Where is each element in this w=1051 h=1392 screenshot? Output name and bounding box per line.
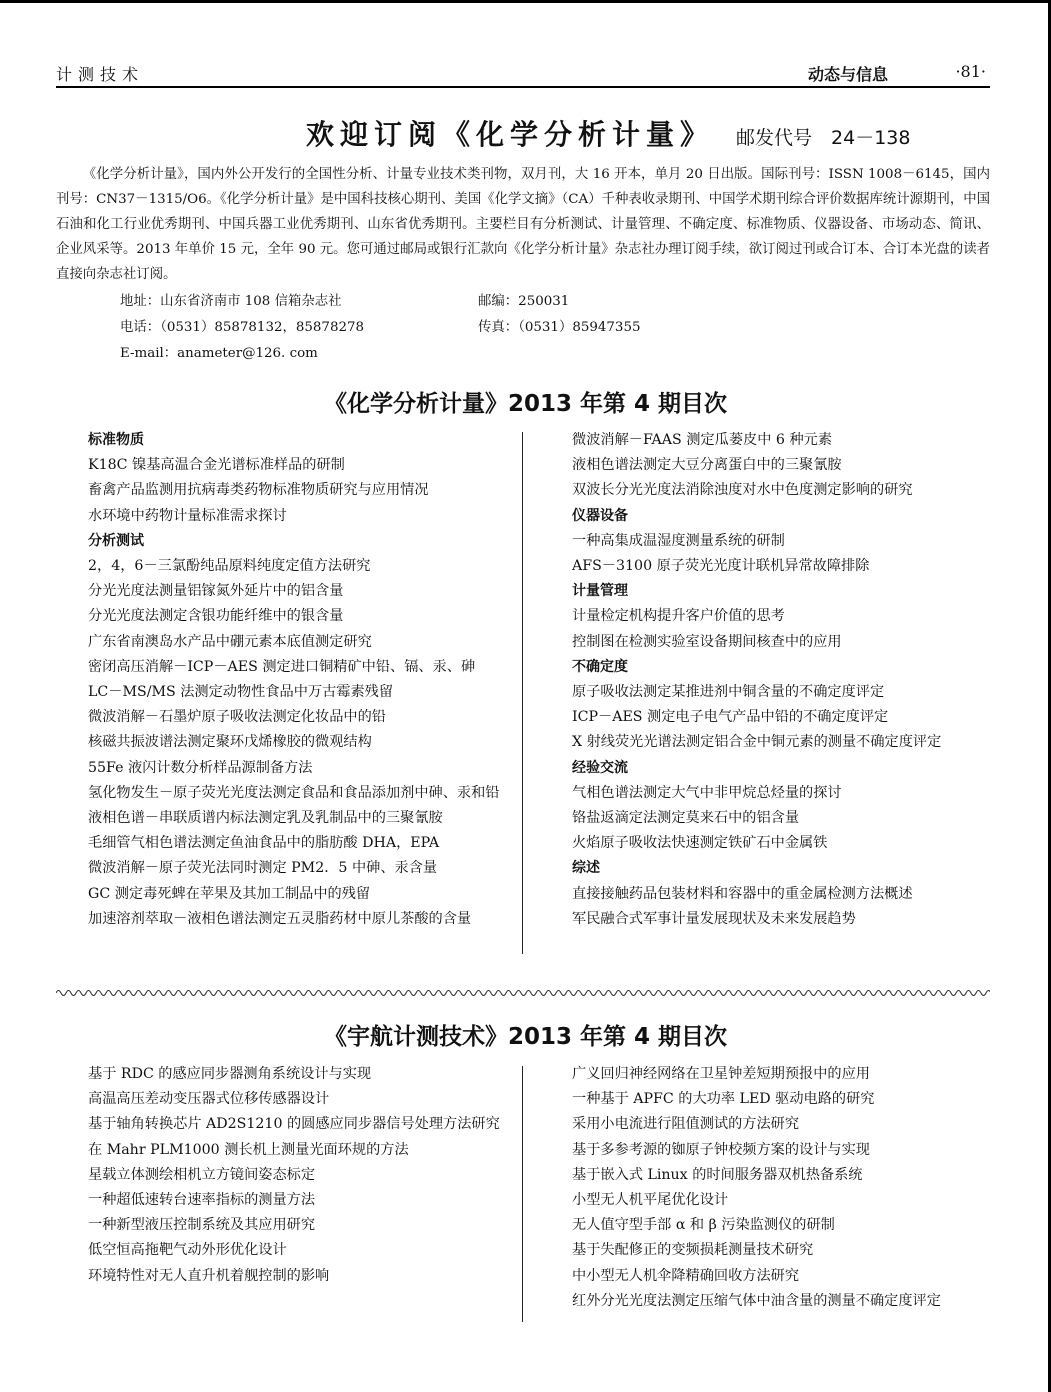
toc-entry: 低空恒高拖靶气动外形优化设计 [88,1242,287,1259]
section-name: 动态与信息 [808,65,889,84]
toc-section-heading: 标准物质 [88,432,144,448]
toc-entry: 铬盐返滴定法测定莫来石中的铝含量 [572,810,800,827]
toc-entry: 微波消解－原子荧光法同时测定 PM2．5 中砷、汞含量 [88,860,438,877]
toc-section-heading: 计量管理 [572,583,628,600]
toc-entry: K18C 镍基高温合金光谱标准样品的研制 [88,457,345,474]
toc-entry: 环境特性对无人直升机着舰控制的影响 [88,1267,330,1284]
toc1-left-column [88,428,508,932]
toc1-right-column [572,428,990,932]
toc-entry: 军民融合式军事计量发展现状及未来发展趋势 [572,910,856,927]
toc-entry: 加速溶剂萃取－液相色谱法测定五灵脂药材中原儿茶酸的含量 [88,910,472,927]
toc2-divider [522,1066,523,1322]
journal-name: 计测技术 [56,65,145,84]
contact-phone: 电话：（0531）85878132，85878278 [120,320,365,335]
page-number: ·81· [955,62,986,81]
toc-entry: 星载立体测绘相机立方镜间姿态标定 [88,1166,316,1183]
subscription-heading [306,113,910,153]
contact-zipcode: 邮编：250031 [478,294,570,309]
toc-entry: 在 Mahr PLM1000 测长机上测量光面环规的方法 [88,1141,409,1158]
toc-section-heading: 不确定度 [572,658,628,675]
toc-entry: 液相色谱－串联质谱内标法测定乳及乳制品中的三聚氰胺 [88,810,443,827]
toc-entry: 双波长分光光度法消除浊度对水中色度测定影响的研究 [572,482,913,499]
toc-entry: 火焰原子吸收法快速测定铁矿石中金属铁 [572,835,828,852]
toc-entry: 密闭高压消解－ICP－AES 测定进口铜精矿中铅、镉、汞、砷 [88,658,476,675]
toc-entry: 微波消解－石墨炉原子吸收法测定化妆品中的铅 [88,709,386,726]
toc-entry: 中小型无人机伞降精确回收方法研究 [572,1267,800,1284]
toc-entry: 原子吸收法测定某推进剂中铜含量的不确定度评定 [572,684,885,701]
toc-entry: 无人值守型手部 α 和 β 污染监测仪的研制 [572,1217,835,1234]
toc-entry: 一种新型液压控制系统及其应用研究 [88,1217,316,1234]
toc-entry: 55Fe 液闪计数分析样品源制备方法 [88,759,313,776]
toc1-divider [522,432,523,954]
subscription-title: 欢迎订阅《化学分析计量》 [306,118,715,151]
running-header [56,60,990,88]
toc-entry: 畜禽产品监测用抗病毒类药物标准物质研究与应用情况 [88,482,429,499]
toc-entry: GC 测定毒死蜱在苹果及其加工制品中的残留 [88,885,371,902]
toc-entry: AFS－3100 原子荧光光度计联机异常故障排除 [572,558,870,575]
toc-entry: 直接接触药品包装材料和容器中的重金属检测方法概述 [572,885,913,902]
toc-entry: LC－MS/MS 法测定动物性食品中万古霉素残留 [88,684,394,701]
toc2-title: 《宇航计测技术》2013 年第 4 期目次 [323,1024,728,1050]
toc-entry: 小型无人机平尾优化设计 [572,1192,729,1209]
toc-entry: 红外分光光度法测定压缩气体中油含量的测量不确定度评定 [572,1292,941,1309]
toc-entry: 微波消解－FAAS 测定瓜蒌皮中 6 种元素 [572,432,833,448]
subscription-intro: 《化学分析计量》，国内外公开发行的全国性分析、计量专业技术类刊物，双月刊，大 16 开本，单月 20 日出版。国际刊号：ISSN 1008－6145，国内刊号：CN37－1315/O6。《化学分析计量》是中国科技核心期刊、美国《化学文摘》（CA）千种表收录期刊、中国学术期刊综合评价数据库统计源期刊，中国石油和化工行业优秀期刊、中国兵器工业优秀期刊、山东省优秀期刊。主要栏目有分析测试、计量管理、不确定度、标准物质、仪器设备、市场动态、简讯、企业风采等。2013 年单价 15 元，全年 90 元。您可通过邮局或银行汇款向《化学分析计量》杂志社办理订阅手续，欲订阅过刊或合订本、合订本光盘的读者直接向杂志社订阅。 [56,167,990,282]
toc-entry: 分光光度法测量铝镓氮外延片中的铝含量 [88,583,344,600]
toc-section-heading: 仪器设备 [572,507,628,524]
toc-entry: 高温高压差动变压器式位移传感器设计 [88,1091,330,1108]
toc-entry: 基于失配修正的变频损耗测量技术研究 [572,1242,814,1259]
postal-code: 邮发代号 24－138 [736,127,911,149]
toc-entry: 一种基于 APFC 的大功率 LED 驱动电路的研究 [572,1091,875,1108]
toc-section-heading: 经验交流 [572,759,628,776]
toc-entry: 毛细管气相色谱法测定鱼油食品中的脂肪酸 DHA，EPA [88,835,440,852]
toc-entry: X 射线荧光光谱法测定铝合金中铜元素的测量不确定度评定 [572,734,942,751]
toc-entry: 一种超低速转台速率指标的测量方法 [88,1192,316,1209]
toc-entry: 2，4，6－三氯酚纯品原料纯度定值方法研究 [88,558,371,575]
toc2-left-column [88,1062,508,1289]
toc-entry: 氢化物发生－原子荧光光度法测定食品和食品添加剂中砷、汞和铅 [88,784,500,801]
contact-fax: 传真：（0531）85947355 [478,320,641,335]
contact-address: 地址：山东省济南市 108 信箱杂志社 [120,294,342,309]
toc-entry: 基于 RDC 的感应同步器测角系统设计与实现 [88,1066,372,1082]
toc1-title: 《化学分析计量》2013 年第 4 期目次 [323,391,728,417]
toc-entry: 气相色谱法测定大气中非甲烷总烃量的探讨 [572,784,842,801]
toc-entry: 液相色谱法测定大豆分离蛋白中的三聚氰胺 [572,457,842,474]
toc-entry: 广东省南澳岛水产品中硼元素本底值测定研究 [88,633,372,650]
toc-section-heading: 综述 [572,860,600,877]
wavy-divider [56,986,990,1000]
toc-section-heading: 分析测试 [88,532,144,549]
toc-entry: 分光光度法测定含银功能纤维中的银含量 [88,608,344,625]
page-top-border [0,0,1051,3]
toc-entry: 一种高集成温湿度测量系统的研制 [572,532,785,549]
toc-entry: 广义回归神经网络在卫星钟差短期预报中的应用 [572,1066,870,1082]
toc2-right-column [572,1062,990,1314]
toc-entry: 计量检定机构提升客户价值的思考 [572,608,785,625]
toc-entry: 基于嵌入式 Linux 的时间服务器双机热备系统 [572,1166,863,1183]
toc-entry: 基于多参考源的铷原子钟校频方案的设计与实现 [572,1141,870,1158]
contact-email: E-mail：anameter@126. com [120,346,318,361]
toc-entry: 采用小电流进行阻值测试的方法研究 [572,1116,800,1133]
toc-entry: 核磁共振波谱法测定聚环戊烯橡胶的微观结构 [88,734,372,751]
toc-entry: ICP－AES 测定电子电气产品中铅的不确定度评定 [572,709,889,726]
toc-entry: 基于轴角转换芯片 AD2S1210 的圆感应同步器信号处理方法研究 [88,1116,500,1133]
toc-entry: 控制图在检测实验室设备期间核查中的应用 [572,633,842,650]
toc-entry: 水环境中药物计量标准需求探讨 [88,507,287,524]
